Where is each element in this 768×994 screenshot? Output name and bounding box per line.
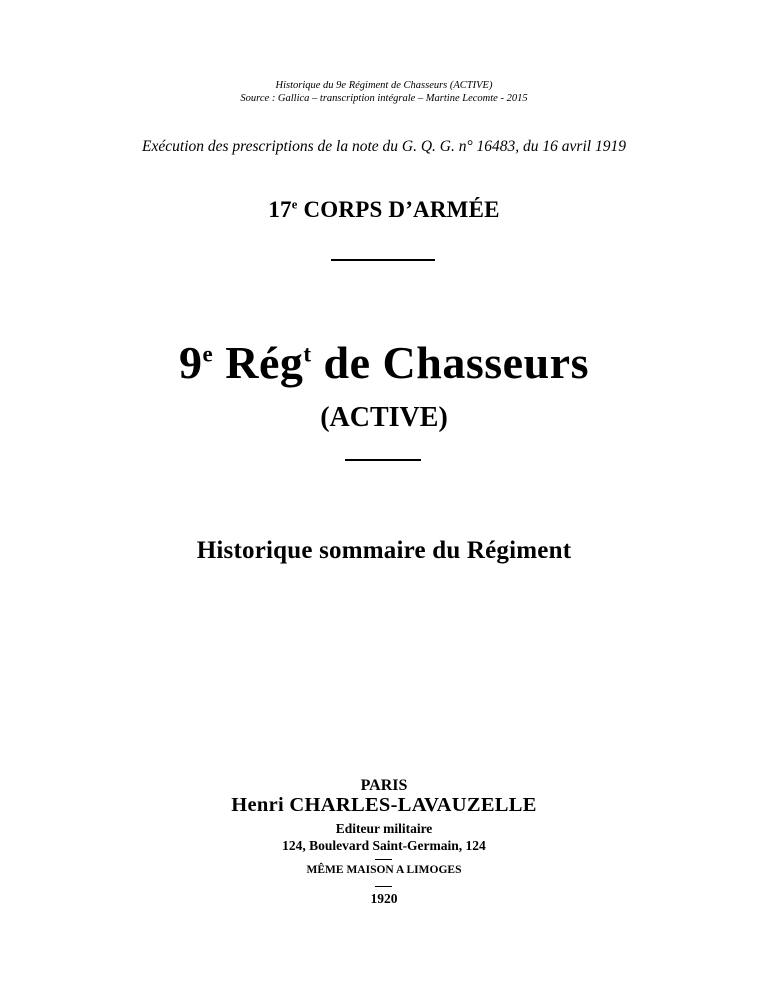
regiment-subtitle: (ACTIVE) <box>320 402 448 433</box>
header-line-1: Historique du 9e Régiment de Chasseurs (ACTIVE) <box>275 80 493 91</box>
publisher-address: 124, Boulevard Saint-Germain, 124 <box>282 838 486 853</box>
divider-rule <box>345 459 421 461</box>
regiment-title <box>0 336 768 389</box>
execution-note: Exécution des prescriptions de la note du G. Q. G. n° 16483, du 16 avril 1919 <box>142 138 626 155</box>
regiment-word-suffix: t <box>303 341 312 367</box>
regiment-number: 9 <box>179 337 203 388</box>
publisher-city: PARIS <box>360 777 408 794</box>
header-line-2: Source : Gallica – transcription intégrale – Martine Lecomte - 2015 <box>240 93 528 104</box>
regiment-rest: de Chasseurs <box>311 337 589 388</box>
small-divider <box>375 886 392 887</box>
corps-text: CORPS D’ARMÉE <box>297 197 500 222</box>
publisher-branch: MÊME MAISON A LIMOGES <box>306 864 462 876</box>
regiment-number-suffix: e <box>202 341 214 367</box>
publisher-name: Henri CHARLES-LAVAUZELLE <box>231 794 537 816</box>
divider-rule <box>331 259 435 261</box>
publisher-role: Editeur militaire <box>335 821 433 836</box>
regiment-word: Rég <box>213 337 304 388</box>
corps-number: 17 <box>268 197 292 222</box>
corps-number-suffix: e <box>291 197 298 212</box>
publication-year: 1920 <box>370 891 398 906</box>
history-title: Historique sommaire du Régiment <box>196 537 572 564</box>
small-divider <box>375 859 392 860</box>
corps-heading <box>0 197 768 223</box>
